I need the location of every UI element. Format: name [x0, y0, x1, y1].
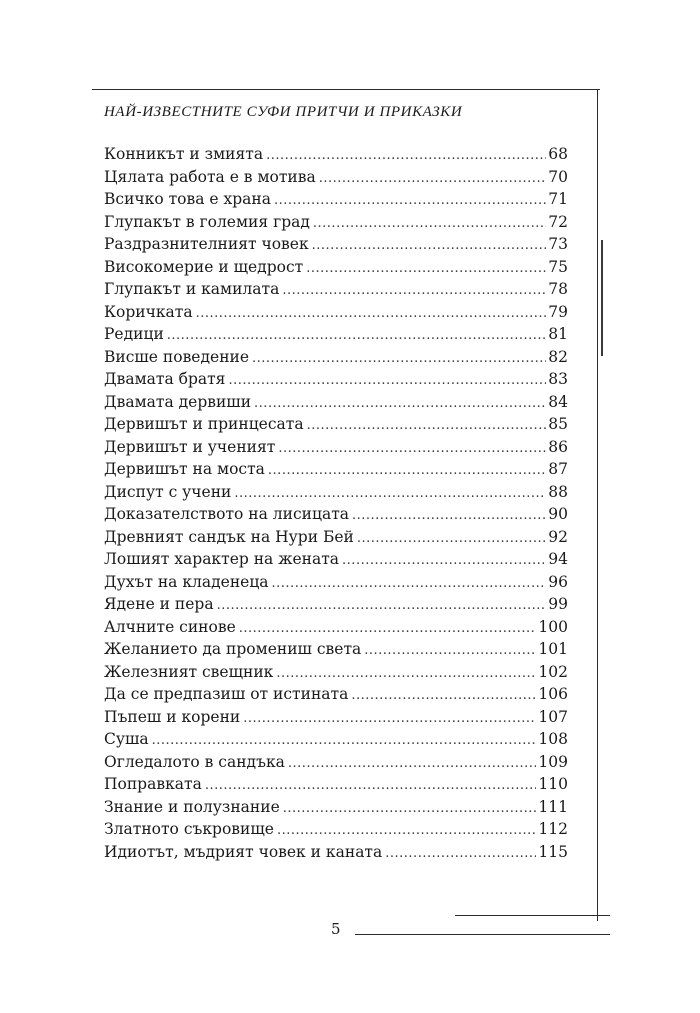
toc-entry-page: 85	[548, 415, 568, 433]
toc-entry-title: Висше поведение	[104, 347, 250, 366]
toc-entry-title: Златното съкровище	[104, 820, 274, 838]
toc-entry-title: Желанието да промениш света	[104, 640, 362, 658]
toc-leader-dots	[217, 595, 547, 618]
toc-entry-page: 111	[538, 797, 568, 816]
toc-entry-page: 112	[538, 820, 568, 838]
toc-entry	[104, 638, 568, 661]
toc-leader-dots	[252, 348, 546, 371]
toc-entry	[104, 526, 568, 549]
toc-entry	[104, 233, 568, 256]
toc-entry-title: Духът на кладенеца	[104, 572, 269, 591]
toc-leader-dots	[312, 235, 547, 258]
table-of-contents	[104, 143, 568, 863]
toc-entry-page: 102	[538, 662, 568, 681]
toc-entry	[104, 346, 568, 369]
toc-entry-page: 107	[538, 707, 568, 726]
toc-entry	[104, 818, 568, 841]
toc-entry	[104, 841, 568, 864]
toc-entry-page: 75	[548, 257, 568, 276]
toc-leader-dots	[254, 393, 546, 416]
toc-entry-page: 83	[548, 370, 568, 388]
toc-entry-title: Железният свещник	[104, 662, 274, 681]
toc-leader-dots	[274, 190, 546, 213]
toc-entry-title: Конникът и змията	[104, 145, 264, 163]
toc-entry-page: 73	[548, 235, 568, 253]
toc-entry	[104, 323, 568, 346]
toc-entry-page: 99	[548, 595, 568, 613]
toc-entry-title: Всичко това е храна	[104, 190, 271, 208]
toc-entry	[104, 256, 568, 279]
toc-leader-dots	[313, 213, 546, 236]
toc-entry-title: Двамата братя	[104, 370, 226, 388]
toc-leader-dots	[364, 640, 536, 663]
toc-entry-page: 71	[548, 190, 568, 208]
toc-leader-dots	[268, 460, 546, 483]
toc-entry-title: Коричката	[104, 302, 193, 321]
toc-entry-title: Дервишът и принцесата	[104, 415, 304, 433]
toc-entry-title: Редици	[104, 325, 164, 343]
toc-entry-page: 87	[548, 460, 568, 478]
toc-entry-page: 70	[548, 167, 568, 186]
toc-entry-page: 100	[538, 617, 568, 636]
toc-entry-page: 72	[548, 212, 568, 231]
toc-entry-page: 88	[548, 482, 568, 501]
toc-entry	[104, 188, 568, 211]
toc-entry	[104, 436, 568, 459]
toc-leader-dots	[288, 753, 537, 776]
toc-entry	[104, 728, 568, 751]
toc-entry	[104, 301, 568, 324]
toc-leader-dots	[228, 370, 546, 393]
toc-entry	[104, 571, 568, 594]
footer-rule-lower	[355, 934, 610, 935]
toc-entry	[104, 413, 568, 436]
toc-entry-page: 78	[548, 280, 568, 298]
toc-leader-dots	[282, 280, 546, 303]
toc-entry-page: 96	[548, 572, 568, 591]
toc-entry-title: Древният сандък на Нури Бей	[104, 527, 354, 546]
page-number: 5	[331, 920, 341, 938]
toc-entry	[104, 616, 568, 639]
toc-entry-page: 94	[548, 550, 568, 568]
toc-entry-title: Знание и полузнание	[104, 797, 280, 816]
toc-leader-dots	[266, 145, 546, 168]
toc-entry-page: 90	[548, 505, 568, 523]
toc-entry	[104, 593, 568, 616]
toc-entry-page: 81	[548, 325, 568, 343]
top-rule	[92, 89, 600, 90]
toc-leader-dots	[277, 820, 536, 843]
toc-entry	[104, 706, 568, 729]
toc-entry-page: 101	[538, 640, 568, 658]
toc-entry	[104, 143, 568, 166]
toc-entry-title: Доказателството на лисицата	[104, 505, 350, 523]
toc-leader-dots	[243, 708, 536, 731]
toc-entry-title: Раздразнителният човек	[104, 235, 309, 253]
toc-entry-page: 109	[538, 752, 568, 771]
toc-leader-dots	[234, 483, 546, 506]
footer-rule-upper	[455, 915, 610, 916]
toc-entry	[104, 796, 568, 819]
toc-entry-title: Алчните синове	[104, 617, 236, 636]
toc-entry	[104, 548, 568, 571]
toc-entry-page: 92	[548, 527, 568, 546]
toc-leader-dots	[272, 573, 547, 596]
toc-entry-page: 86	[548, 437, 568, 456]
toc-entry	[104, 481, 568, 504]
toc-entry	[104, 751, 568, 774]
toc-leader-dots	[306, 258, 546, 281]
toc-leader-dots	[319, 168, 547, 191]
toc-leader-dots	[278, 438, 546, 461]
toc-entry	[104, 458, 568, 481]
toc-entry-title: Цялата работа е в мотива	[104, 167, 316, 186]
toc-entry-title: Високомерие и щедрост	[104, 257, 304, 276]
toc-leader-dots	[283, 798, 537, 821]
toc-entry-title: Ядене и пера	[104, 595, 214, 613]
toc-leader-dots	[385, 843, 536, 866]
running-header: НАЙ-ИЗВЕСТНИТЕ СУФИ ПРИТЧИ И ПРИКАЗКИ	[104, 104, 463, 120]
toc-entry-page: 79	[548, 302, 568, 321]
toc-entry-page: 68	[548, 145, 568, 163]
toc-entry-title: Дервишът и ученият	[104, 437, 276, 456]
toc-entry-title: Да се предпазиш от истината	[104, 685, 349, 703]
toc-entry	[104, 166, 568, 189]
toc-leader-dots	[357, 528, 546, 551]
toc-entry-page: 108	[538, 730, 568, 748]
toc-entry-title: Дервишът на моста	[104, 460, 265, 478]
toc-entry-page: 82	[548, 347, 568, 366]
toc-entry-page: 106	[538, 685, 568, 703]
toc-leader-dots	[239, 618, 537, 641]
toc-entry	[104, 503, 568, 526]
toc-leader-dots	[351, 685, 536, 708]
toc-entry-title: Суша	[104, 730, 149, 748]
toc-entry	[104, 211, 568, 234]
toc-entry-title: Лошият характер на жената	[104, 550, 340, 568]
toc-entry	[104, 278, 568, 301]
toc-entry	[104, 661, 568, 684]
toc-entry-page: 115	[538, 842, 568, 861]
toc-leader-dots	[342, 550, 546, 573]
toc-leader-dots	[276, 663, 536, 686]
toc-entry-title: Глупакът и камилата	[104, 280, 280, 298]
toc-entry-page: 84	[548, 392, 568, 411]
toc-entry-title: Глупакът в големия град	[104, 212, 310, 231]
toc-leader-dots	[167, 325, 546, 348]
toc-entry	[104, 368, 568, 391]
toc-entry-title: Двамата дервиши	[104, 392, 252, 411]
toc-entry	[104, 391, 568, 414]
toc-leader-dots	[307, 415, 547, 438]
toc-entry-title: Пъпеш и корени	[104, 707, 241, 726]
toc-entry-title: Диспут с учени	[104, 482, 232, 501]
toc-entry-title: Огледалото в сандъка	[104, 752, 285, 771]
toc-entry-page: 110	[538, 775, 568, 793]
toc-leader-dots	[152, 730, 537, 753]
right-rule	[597, 89, 598, 921]
toc-entry	[104, 683, 568, 706]
toc-leader-dots	[352, 505, 546, 528]
margin-bar	[601, 240, 603, 356]
toc-leader-dots	[196, 303, 547, 326]
toc-entry	[104, 773, 568, 796]
toc-entry-title: Поправката	[104, 775, 202, 793]
toc-entry-title: Идиотът, мъдрият човек и каната	[104, 842, 383, 861]
toc-leader-dots	[205, 775, 537, 798]
